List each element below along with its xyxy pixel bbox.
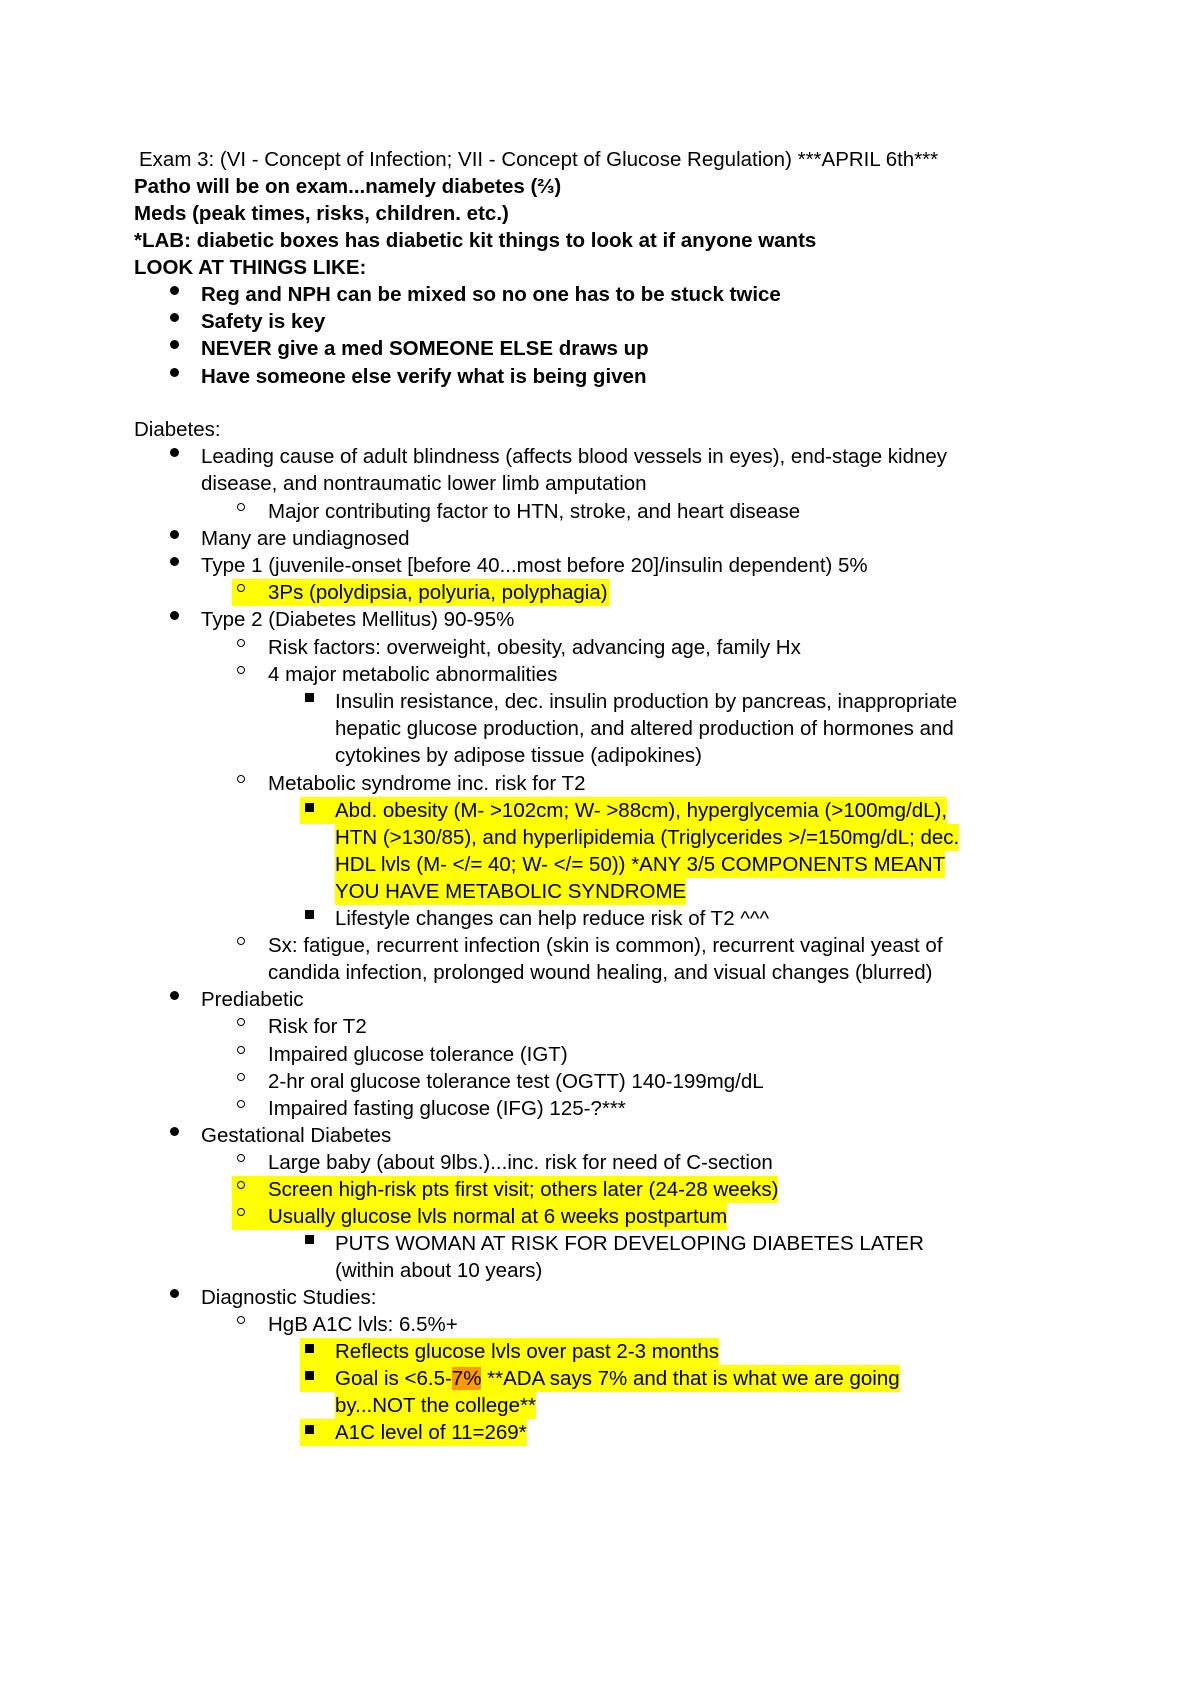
look-item: Safety is key [201, 310, 326, 333]
bullet-filled-icon [170, 530, 179, 539]
list-item: Lifestyle changes can help reduce risk of T2 ^^^ [335, 907, 770, 930]
list-item: Gestational Diabetes [201, 1124, 392, 1147]
highlight-line [300, 1338, 719, 1365]
list-item: Type 1 (juvenile-onset [before 40...most before 20]/insulin dependent) 5% [201, 554, 868, 577]
highlight-line: HDL lvls (M- </= 40; W- </= 50)) *ANY 3/5 COMPONENTS MEANT [335, 853, 946, 876]
list-item: Insulin resistance, dec. insulin production by pancreas, inappropriate [335, 690, 958, 713]
list-item: Risk for T2 [268, 1015, 367, 1038]
bullet-filled-icon [170, 1127, 179, 1136]
diabetes-heading: Diabetes: [134, 418, 221, 441]
bullet-hollow-icon [237, 639, 245, 647]
list-item: Large baby (about 9lbs.)...inc. risk for need of C-section [268, 1151, 773, 1174]
look-item: Reg and NPH can be mixed so no one has to be stuck twice [201, 283, 781, 306]
list-item: Impaired fasting glucose (IFG) 125-?*** [268, 1097, 626, 1120]
lab-note: *LAB: diabetic boxes has diabetic kit things to look at if anyone wants [134, 229, 817, 252]
list-item: Type 2 (Diabetes Mellitus) 90-95% [201, 608, 515, 631]
list-item: 3Ps (polydipsia, polyuria, polyphagia) [268, 581, 608, 604]
list-item: Diagnostic Studies: [201, 1286, 377, 1309]
bullet-filled-icon [170, 340, 179, 349]
highlight-line [300, 1365, 900, 1392]
list-item: Prediabetic [201, 988, 304, 1011]
list-item: PUTS WOMAN AT RISK FOR DEVELOPING DIABETES LATER [335, 1232, 924, 1255]
list-item: Major contributing factor to HTN, stroke, and heart disease [268, 500, 801, 523]
highlight-line: HTN (>130/85), and hyperlipidemia (Triglycerides >/=150mg/dL; dec. [335, 826, 960, 849]
bullet-square-icon [305, 910, 314, 919]
list-item: Metabolic syndrome inc. risk for T2 [268, 772, 586, 795]
highlight-line [232, 1203, 727, 1230]
highlight-line: YOU HAVE METABOLIC SYNDROME [335, 880, 687, 903]
list-item: **ADA says 7% and that is what we are going [481, 1367, 900, 1390]
list-item: Leading cause of adult blindness (affects blood vessels in eyes), end-stage kidney [201, 445, 948, 468]
bullet-hollow-icon [237, 937, 245, 945]
list-item: Usually glucose lvls normal at 6 weeks postpartum [268, 1205, 728, 1228]
list-item: A1C level of 11=269* [335, 1421, 527, 1444]
highlight-line [300, 1419, 527, 1446]
bullet-hollow-icon [237, 503, 245, 511]
list-item-cont: cytokines by adipose tissue (adipokines) [335, 744, 702, 767]
bullet-filled-icon [170, 557, 179, 566]
meds-note: Meds (peak times, risks, children. etc.) [134, 202, 509, 225]
patho-note: Patho will be on exam...namely diabetes (⅔) [134, 175, 562, 198]
bullet-hollow-icon [237, 666, 245, 674]
bullet-hollow-icon [237, 775, 245, 783]
bullet-square-icon [305, 693, 314, 702]
bullet-hollow-icon [237, 1100, 245, 1108]
list-item: 4 major metabolic abnormalities [268, 663, 558, 686]
list-item: Impaired glucose tolerance (IGT) [268, 1043, 568, 1066]
look-item: NEVER give a med SOMEONE ELSE draws up [201, 337, 649, 360]
bullet-hollow-icon [237, 1073, 245, 1081]
look-heading: LOOK AT THINGS LIKE: [134, 256, 367, 279]
look-item: Have someone else verify what is being given [201, 365, 647, 388]
list-item-cont: hepatic glucose production, and altered production of hormones and [335, 717, 954, 740]
bullet-square-icon [305, 1235, 314, 1244]
list-item: Many are undiagnosed [201, 527, 410, 550]
bullet-filled-icon [170, 991, 179, 1000]
bullet-filled-icon [170, 611, 179, 620]
list-item: Risk factors: overweight, obesity, advancing age, family Hx [268, 636, 801, 659]
list-item: Reflects glucose lvls over past 2-3 months [335, 1340, 719, 1363]
bullet-hollow-icon [237, 1316, 245, 1324]
list-item: Abd. obesity (M- >102cm; W- >88cm), hyperglycemia (>100mg/dL), [335, 799, 948, 822]
list-item: 2-hr oral glucose tolerance test (OGTT) 140-199mg/dL [268, 1070, 764, 1093]
bullet-hollow-icon [237, 1018, 245, 1026]
highlight-line [232, 579, 610, 606]
highlight-line: by...NOT the college** [335, 1394, 536, 1417]
bullet-filled-icon [170, 1289, 179, 1298]
exam-title: Exam 3: (VI - Concept of Infection; VII - Concept of Glucose Regulation) ***APRIL 6th*** [139, 148, 939, 171]
list-item: Sx: fatigue, recurrent infection (skin is common), recurrent vaginal yeast of [268, 934, 943, 957]
list-item: Screen high-risk pts first visit; others later (24-28 weeks) [268, 1178, 779, 1201]
list-item-cont: (within about 10 years) [335, 1259, 543, 1282]
bullet-filled-icon [170, 368, 179, 377]
list-item-cont: candida infection, prolonged wound healing, and visual changes (blurred) [268, 961, 933, 984]
list-item: HgB A1C lvls: 6.5%+ [268, 1313, 458, 1336]
bullet-filled-icon [170, 313, 179, 322]
highlight-line [232, 1176, 778, 1203]
bullet-hollow-icon [237, 1046, 245, 1054]
list-item: Goal is <6.5- [335, 1367, 452, 1390]
list-item-cont: disease, and nontraumatic lower limb amputation [201, 472, 647, 495]
highlight-line [300, 797, 947, 824]
bullet-filled-icon [170, 448, 179, 457]
bullet-filled-icon [170, 286, 179, 295]
bullet-hollow-icon [237, 1154, 245, 1162]
orange-highlight: 7% [451, 1367, 482, 1390]
